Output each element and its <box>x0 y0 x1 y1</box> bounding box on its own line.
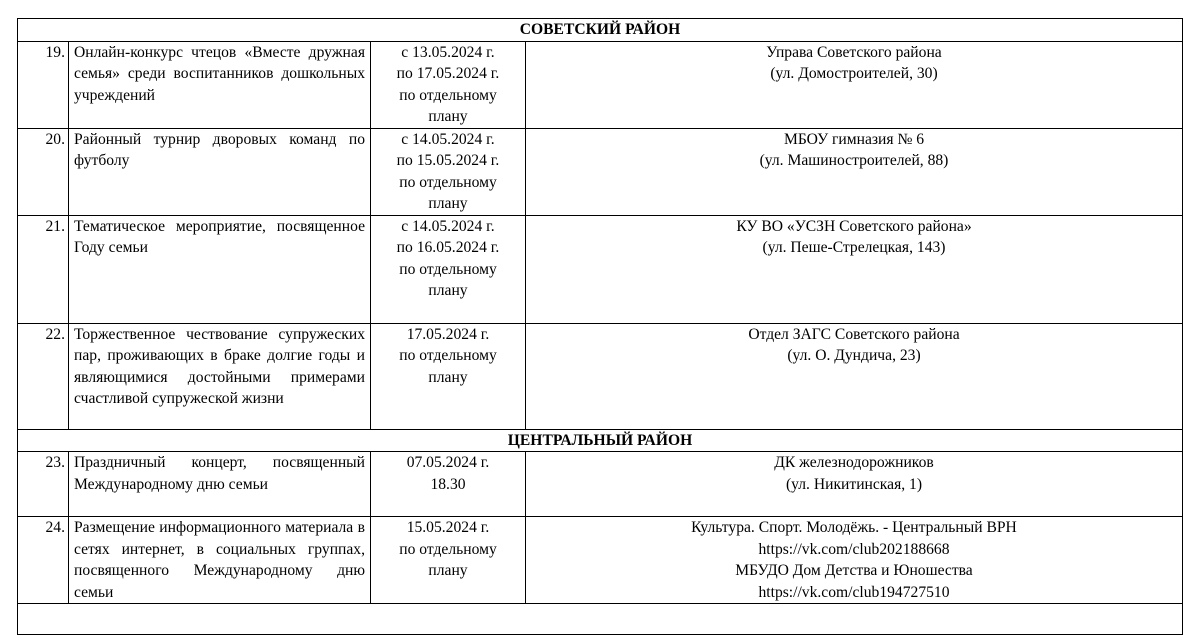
event-date: 17.05.2024 г. по отдельному плану <box>371 323 526 429</box>
section-title: СОВЕТСКИЙ РАЙОН <box>18 19 1183 42</box>
event-place: ДК железнодорожников (ул. Никитинская, 1) <box>526 452 1183 517</box>
table-row-empty <box>18 604 1183 635</box>
event-place: Культура. Спорт. Молодёжь. - Центральный ВРН https://vk.com/club202188668 МБУДО Дом Детства и Юношества https://vk.com/club194727510 <box>526 517 1183 604</box>
table-row <box>18 215 1183 323</box>
table-row <box>18 323 1183 429</box>
event-place: МБОУ гимназия № 6 (ул. Машиностроителей, 88) <box>526 128 1183 215</box>
section-header-sovetsky <box>18 19 1183 42</box>
event-name: Тематическое мероприятие, посвященное Году семьи <box>69 215 371 323</box>
row-number: 20. <box>18 128 69 215</box>
event-place: КУ ВО «УСЗН Советского района» (ул. Пеше-Стрелецкая, 143) <box>526 215 1183 323</box>
table-row <box>18 41 1183 128</box>
section-header-central <box>18 429 1183 452</box>
event-date: 15.05.2024 г. по отдельному плану <box>371 517 526 604</box>
event-place: Отдел ЗАГС Советского района (ул. О. Дундича, 23) <box>526 323 1183 429</box>
event-date: с 13.05.2024 г. по 17.05.2024 г. по отдельному плану <box>371 41 526 128</box>
row-number: 22. <box>18 323 69 429</box>
row-number: 23. <box>18 452 69 517</box>
table-row <box>18 128 1183 215</box>
event-name: Онлайн-конкурс чтецов «Вместе дружная семья» среди воспитанников дошкольных учреждений <box>69 41 371 128</box>
event-name: Районный турнир дворовых команд по футболу <box>69 128 371 215</box>
row-number: 19. <box>18 41 69 128</box>
row-number: 24. <box>18 517 69 604</box>
empty-cell <box>18 604 1183 635</box>
section-title: ЦЕНТРАЛЬНЫЙ РАЙОН <box>18 429 1183 452</box>
table-row <box>18 517 1183 604</box>
event-date: с 14.05.2024 г. по 15.05.2024 г. по отдельному плану <box>371 128 526 215</box>
event-name: Праздничный концерт, посвященный Международному дню семьи <box>69 452 371 517</box>
event-name: Торжественное чествование супружеских пар, проживающих в браке долгие годы и являющимися достойными примерами счастливой супружеской жизни <box>69 323 371 429</box>
table-row <box>18 452 1183 517</box>
event-date: с 14.05.2024 г. по 16.05.2024 г. по отдельному плану <box>371 215 526 323</box>
event-place: Управа Советского района (ул. Домостроителей, 30) <box>526 41 1183 128</box>
events-table <box>17 18 1183 635</box>
event-date: 07.05.2024 г. 18.30 <box>371 452 526 517</box>
event-name: Размещение информационного материала в сетях интернет, в социальных группах, посвященного Международному дню семьи <box>69 517 371 604</box>
row-number: 21. <box>18 215 69 323</box>
